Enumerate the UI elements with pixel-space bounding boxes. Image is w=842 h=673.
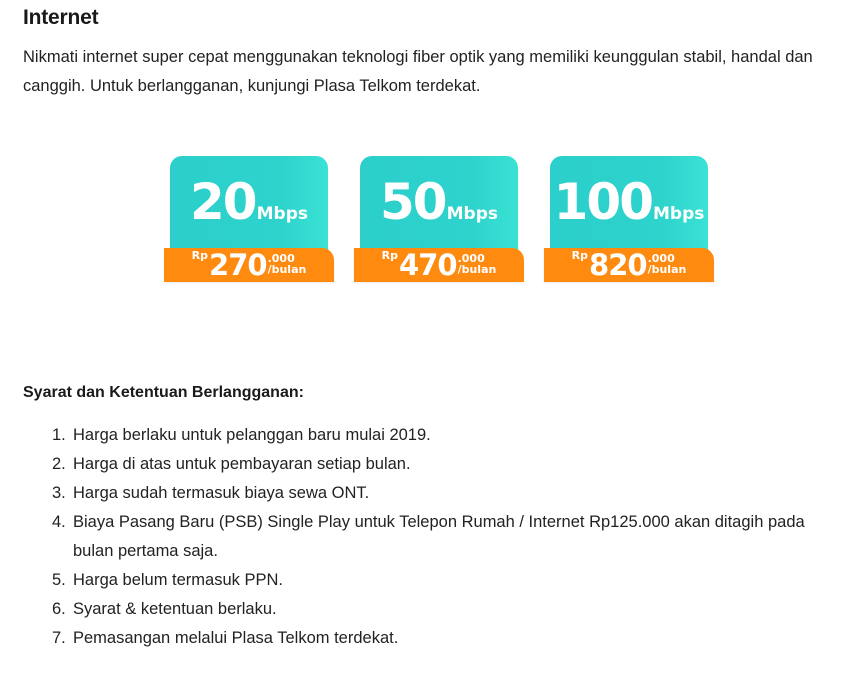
speed-label [170, 172, 328, 232]
terms-heading: Syarat dan Ketentuan Berlangganan: [23, 384, 304, 401]
price-box [544, 248, 714, 282]
page-title: Internet [23, 6, 99, 29]
speed-unit: Mbps [256, 204, 308, 224]
terms-item [52, 624, 812, 653]
item-text: Harga sudah termasuk biaya sewa ONT. [73, 484, 370, 502]
speed-value: 100 [553, 173, 652, 231]
plan-card-100mbps [544, 156, 714, 284]
item-text: Syarat & ketentuan berlaku. [73, 600, 277, 618]
price-label [164, 248, 334, 282]
terms-item [52, 450, 812, 479]
item-number: 4. [52, 513, 66, 531]
price-box [354, 248, 524, 282]
item-number: 7. [52, 629, 66, 647]
price-tail [458, 248, 497, 275]
intro-paragraph: Nikmati internet super cepat menggunakan teknologi fiber optik yang memiliki keunggulan stabil, handal dan canggih. Untuk berlangganan, kunjungi Plasa Telkom terdekat. [23, 48, 813, 95]
price-period: /bulan [267, 263, 307, 276]
price-period: /bulan [647, 263, 687, 276]
price-tail [268, 248, 307, 275]
price-suffix: .000 [267, 252, 295, 265]
speed-label [360, 172, 518, 232]
item-text: Harga di atas untuk pembayaran setiap bulan. [73, 455, 411, 473]
terms-list [52, 421, 812, 653]
terms-item [52, 595, 812, 624]
price-box [164, 248, 334, 282]
item-text: Harga berlaku untuk pelanggan baru mulai 2019. [73, 426, 431, 444]
terms-item [52, 421, 812, 450]
price-value: 470 [399, 248, 457, 282]
plan-cards [0, 0, 842, 300]
speed-value: 20 [190, 173, 256, 231]
item-text: Biaya Pasang Baru (PSB) Single Play untuk Telepon Rumah / Internet Rp125.000 akan ditagih pada bulan pertama saja. [73, 513, 805, 560]
item-number: 6. [52, 600, 66, 618]
price-period: /bulan [457, 263, 497, 276]
plan-card-20mbps [164, 156, 334, 284]
price-value: 270 [209, 248, 267, 282]
price-value: 820 [589, 248, 647, 282]
item-text: Pemasangan melalui Plasa Telkom terdekat. [73, 629, 399, 647]
item-number: 1. [52, 426, 66, 444]
item-number: 3. [52, 484, 66, 502]
item-text: Harga belum termasuk PPN. [73, 571, 283, 589]
terms-item [52, 566, 812, 595]
plan-card-50mbps [354, 156, 524, 284]
currency: Rp [191, 249, 209, 262]
item-number: 2. [52, 455, 66, 473]
price-label [544, 248, 714, 282]
item-number: 5. [52, 571, 66, 589]
currency: Rp [571, 249, 589, 262]
currency: Rp [381, 249, 399, 262]
speed-unit: Mbps [653, 204, 705, 224]
terms-item [52, 508, 812, 566]
speed-value: 50 [380, 173, 446, 231]
speed-label [550, 172, 708, 232]
price-suffix: .000 [457, 252, 485, 265]
price-label [354, 248, 524, 282]
price-tail [648, 248, 687, 275]
price-suffix: .000 [647, 252, 675, 265]
terms-item [52, 479, 812, 508]
speed-unit: Mbps [446, 204, 498, 224]
